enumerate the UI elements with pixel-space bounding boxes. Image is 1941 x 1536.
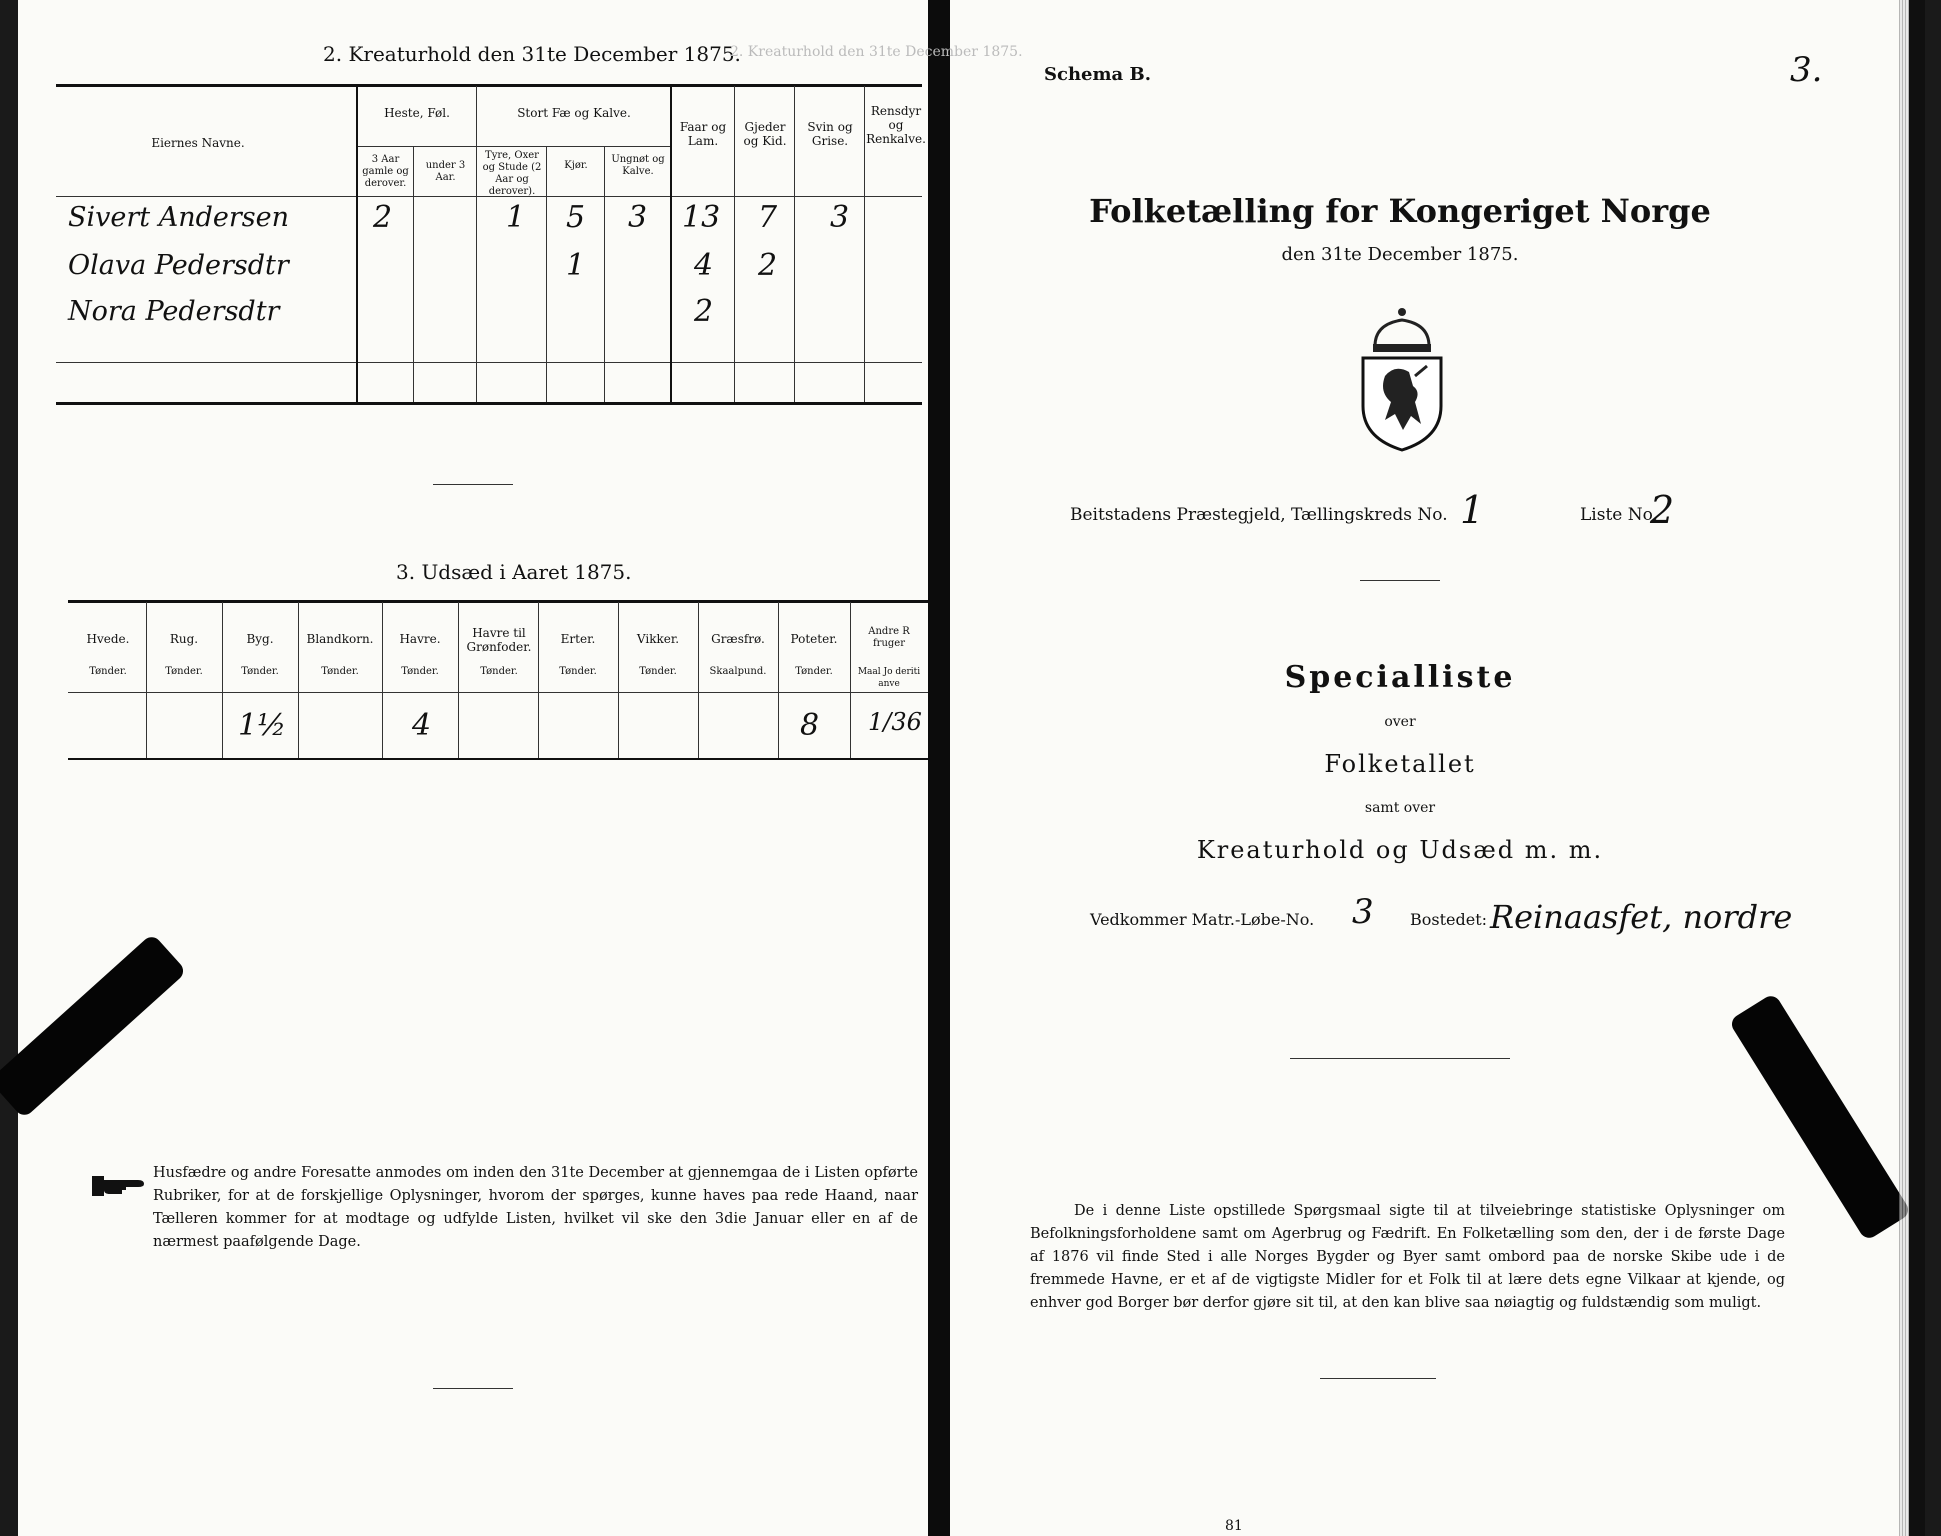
- seed-unit: Tønder.: [480, 666, 518, 677]
- matr-number: 3: [1352, 892, 1374, 932]
- livestock-bottom-rule: [56, 402, 922, 405]
- parish-label: Beitstadens Præstegjeld, Tællingskreds No.: [1070, 505, 1448, 525]
- page-edges: [1899, 0, 1909, 1536]
- col-bulls: Tyre, Oxer og Stude (2 Aar og derover).: [482, 150, 542, 197]
- livestock-heading: 2. Kreaturhold den 31te December 1875.: [323, 42, 741, 66]
- right-page: [950, 0, 1925, 1536]
- seed-col: Vikker.: [636, 632, 680, 646]
- livestock-cell: 13: [682, 200, 721, 235]
- pointing-hand-icon: [90, 1170, 150, 1200]
- livestock-cell: 3: [628, 200, 648, 235]
- seed-col: Blandkorn.: [306, 632, 374, 646]
- footnote-text: De i denne Liste opstillede Spørgsmaal sigte til at tilveiebringe statistiske Oplysninger om Befolkningsforholdene samt om Agerbrug og Fædrift. En Folketælling som den, der i de første Dage af 1876 vil finde Sted i alle Norges Bygder og Byer samt ombord paa de norske Skibe ude i de fremmede Havne, er et af de vigtigste Midler for et Folk til at lære dets egne Vilkaar at kjende, og enhver god Borger bør derfor gjøre sit til, at den kan blive saa nøiagtig og fuldstændig som muligt.: [1030, 1203, 1785, 1311]
- seed-col: Poteter.: [790, 632, 838, 646]
- left-page: [18, 0, 928, 1536]
- livestock-cell: 4: [694, 248, 714, 283]
- col-goats: Gjeder og Kid.: [743, 120, 787, 148]
- livestock-top-rule: [56, 84, 922, 87]
- group-horses: Heste, Føl.: [384, 106, 450, 120]
- livestock-cell: 1: [506, 200, 526, 235]
- separator: [433, 1388, 513, 1389]
- seed-col: Andre R fruger: [868, 626, 910, 649]
- seed-unit: Tønder.: [559, 666, 597, 677]
- seed-unit: Tønder.: [795, 666, 833, 677]
- livestock-cell: 2: [373, 200, 393, 235]
- seed-cell: 1/36: [868, 708, 922, 736]
- population-heading: Folketallet: [1324, 750, 1476, 778]
- book-gutter: [928, 0, 950, 1536]
- separator: [433, 484, 513, 485]
- document-title: Folketælling for Kongeriget Norge: [1089, 192, 1711, 230]
- col-young-cattle: Ungnøt og Kalve.: [611, 154, 665, 177]
- seed-unit: Tønder.: [639, 666, 677, 677]
- owner-name: Olava Pedersdtr: [68, 250, 289, 281]
- seed-heading: 3. Udsæd i Aaret 1875.: [396, 560, 632, 584]
- list-label: Liste No.: [1580, 505, 1658, 525]
- bosted-value: Reinaasfet, nordre: [1490, 898, 1793, 936]
- seed-cell: 8: [800, 708, 820, 743]
- seed-col: Havre.: [399, 632, 441, 646]
- col-reindeer: Rensdyr og Renkalve.: [866, 104, 926, 146]
- coat-of-arms-icon: [1355, 306, 1449, 452]
- page-number: 3.: [1790, 50, 1823, 90]
- schema-label: Schema B.: [1044, 64, 1151, 85]
- seed-col: Havre til Grønfoder.: [466, 626, 532, 654]
- livestock-cell: 2: [758, 248, 778, 283]
- separator: [1360, 580, 1440, 581]
- seed-top-rule: [68, 600, 928, 603]
- specialliste-heading: Specialliste: [1284, 660, 1516, 695]
- livestock-cell: 3: [830, 200, 850, 235]
- livestock-seed-heading: Kreaturhold og Udsæd m. m.: [1196, 836, 1604, 864]
- seed-unit: Maal Jo deriti anve: [857, 667, 921, 689]
- seed-header-rule: [68, 692, 928, 693]
- col-sheep: Faar og Lam.: [679, 120, 727, 148]
- bleed-through-text: 2. Kreaturhold den 31te December 1875.: [730, 44, 1023, 60]
- livestock-cell: 5: [566, 200, 586, 235]
- livestock-footer-rule: [56, 362, 922, 363]
- col-cows: Kjør.: [564, 160, 588, 171]
- book-edge: [1909, 0, 1925, 1536]
- seed-col: Hvede.: [86, 632, 130, 646]
- document-subtitle: den 31te December 1875.: [1281, 244, 1519, 265]
- seed-unit: Tønder.: [165, 666, 203, 677]
- list-number: 2: [1650, 488, 1675, 532]
- owner-name: Nora Pedersdtr: [68, 296, 280, 327]
- seed-col: Græsfrø.: [711, 632, 765, 646]
- col-horses-old: 3 Aar gamle og derover.: [362, 154, 409, 189]
- owner-header: Eiernes Navne.: [151, 136, 245, 150]
- ribbon-marker: [0, 933, 187, 1119]
- seed-unit: Tønder.: [401, 666, 439, 677]
- matr-label: Vedkommer Matr.-Løbe-No.: [1090, 910, 1315, 929]
- bottom-mark: 81: [1225, 1518, 1243, 1534]
- owner-name: Sivert Andersen: [68, 202, 289, 233]
- col-pigs: Svin og Grise.: [807, 120, 853, 148]
- seed-col: Erter.: [560, 632, 596, 646]
- seed-unit: Tønder.: [89, 666, 127, 677]
- seed-unit: Tønder.: [321, 666, 359, 677]
- samt-over-text: samt over: [1364, 800, 1436, 816]
- seed-bottom-rule: [68, 758, 928, 760]
- livestock-cell: 1: [566, 248, 586, 283]
- seed-cell: 4: [412, 708, 432, 743]
- seed-col: Byg.: [246, 632, 274, 646]
- notice-text: Husfædre og andre Foresatte anmodes om inden den 31te December at gjennemgaa de i Listen opførte Rubriker, for at de forskjellige Oplysninger, hvorom der spørges, kunne haves paa rede Haand, naar Tælleren kommer for at modtage og udfylde Listen, hvilket vil ske den 3die Januar eller en af de nærmest paafølgende Dage.: [153, 1165, 918, 1250]
- livestock-cell: 7: [758, 200, 778, 235]
- seed-cell: 1½: [238, 708, 287, 743]
- seed-unit: Skaalpund.: [709, 666, 767, 677]
- district-number: 1: [1460, 488, 1485, 532]
- livestock-cell: 2: [694, 294, 714, 329]
- separator: [1320, 1378, 1436, 1379]
- col-horses-young: under 3 Aar.: [425, 160, 466, 183]
- bosted-label: Bostedet:: [1410, 910, 1488, 929]
- seed-col: Rug.: [169, 632, 199, 646]
- seed-unit: Tønder.: [241, 666, 279, 677]
- group-cattle: Stort Fæ og Kalve.: [517, 106, 631, 120]
- over-text: over: [1384, 714, 1416, 730]
- separator: [1290, 1058, 1510, 1059]
